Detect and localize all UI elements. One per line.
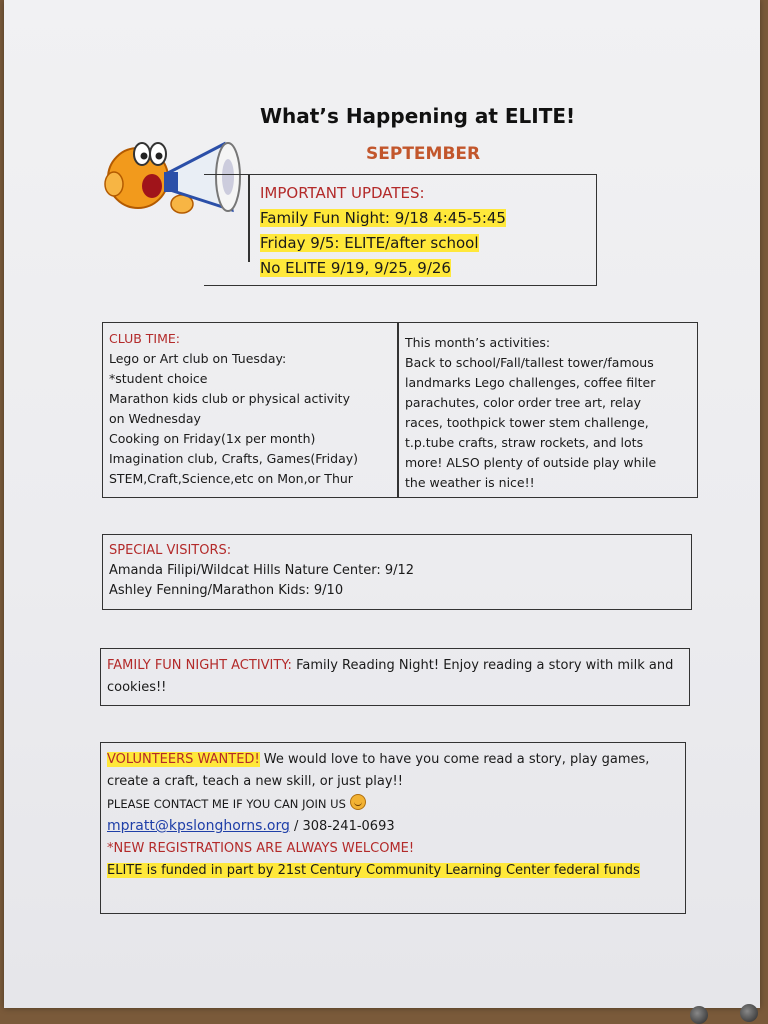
- volunteers-text: We would love to have you come read a story, play games, create a craft, teach a new skill, or just play!!: [107, 752, 650, 789]
- screw-icon: [690, 1006, 708, 1024]
- phone-number: / 308-241-0693: [289, 819, 395, 834]
- activities-line: landmarks Lego challenges, coffee filter: [405, 375, 656, 390]
- club-line: *student choice: [109, 371, 208, 386]
- flyer-page: [4, 0, 760, 1008]
- update-line-2: Friday 9/5: ELITE/after school: [260, 234, 479, 252]
- club-heading: CLUB TIME:: [109, 331, 180, 346]
- visitor-line: Ashley Fenning/Marathon Kids: 9/10: [109, 583, 344, 598]
- volunteers-box: [100, 742, 686, 914]
- important-updates-box: [204, 174, 597, 286]
- updates-left-rule: [248, 174, 250, 262]
- family-text: Family Reading Night! Enjoy reading a story with milk and cookies!!: [107, 658, 674, 695]
- activities-line: races, toothpick tower stem challenge,: [405, 415, 649, 430]
- club-line: Lego or Art club on Tuesday:: [109, 351, 287, 366]
- updates-heading: IMPORTANT UPDATES:: [260, 184, 425, 202]
- email-link[interactable]: mpratt@kpslonghorns.org: [107, 818, 290, 834]
- family-fun-night-box: [100, 648, 690, 706]
- page-title: What’s Happening at ELITE!: [260, 104, 576, 128]
- club-line: on Wednesday: [109, 411, 201, 426]
- update-line-1: Family Fun Night: 9/18 4:45-5:45: [260, 209, 506, 227]
- update-line-3: No ELITE 9/19, 9/25, 9/26: [260, 259, 451, 277]
- smiley-icon: [350, 794, 366, 810]
- updates-content: [260, 181, 506, 281]
- club-line: Cooking on Friday(1x per month): [109, 431, 316, 446]
- activities-line: parachutes, color order tree art, relay: [405, 395, 642, 410]
- month-heading: SEPTEMBER: [366, 144, 481, 164]
- club-line: Imagination club, Crafts, Games(Friday): [109, 451, 359, 466]
- visitor-line: Amanda Filipi/Wildcat Hills Nature Center: 9/12: [109, 563, 415, 578]
- activities-line: the weather is nice!!: [405, 475, 535, 490]
- club-line: STEM,Craft,Science,etc on Mon,or Thur: [109, 471, 353, 486]
- activities-line: t.p.tube crafts, straw rockets, and lots: [405, 435, 644, 450]
- funding-note: ELITE is funded in part by 21st Century Community Learning Center federal funds: [107, 863, 640, 878]
- club-time-box: [102, 322, 698, 498]
- volunteers-heading: VOLUNTEERS WANTED!: [107, 752, 260, 767]
- contact-text: PLEASE CONTACT ME IF YOU CAN JOIN US: [107, 797, 346, 811]
- special-visitors-box: [102, 534, 692, 610]
- activities-heading: This month’s activities:: [405, 335, 551, 350]
- visitors-heading: SPECIAL VISITORS:: [109, 543, 232, 558]
- column-divider: [397, 323, 399, 497]
- activities-column: [405, 333, 689, 493]
- family-heading: FAMILY FUN NIGHT ACTIVITY:: [107, 658, 292, 673]
- club-line: Marathon kids club or physical activity: [109, 391, 350, 406]
- activities-line: more! ALSO plenty of outside play while: [405, 455, 657, 470]
- activities-line: Back to school/Fall/tallest tower/famous: [405, 355, 654, 370]
- club-time-column: [109, 329, 393, 489]
- screw-icon: [740, 1004, 758, 1022]
- registrations-note: *NEW REGISTRATIONS ARE ALWAYS WELCOME!: [107, 841, 415, 856]
